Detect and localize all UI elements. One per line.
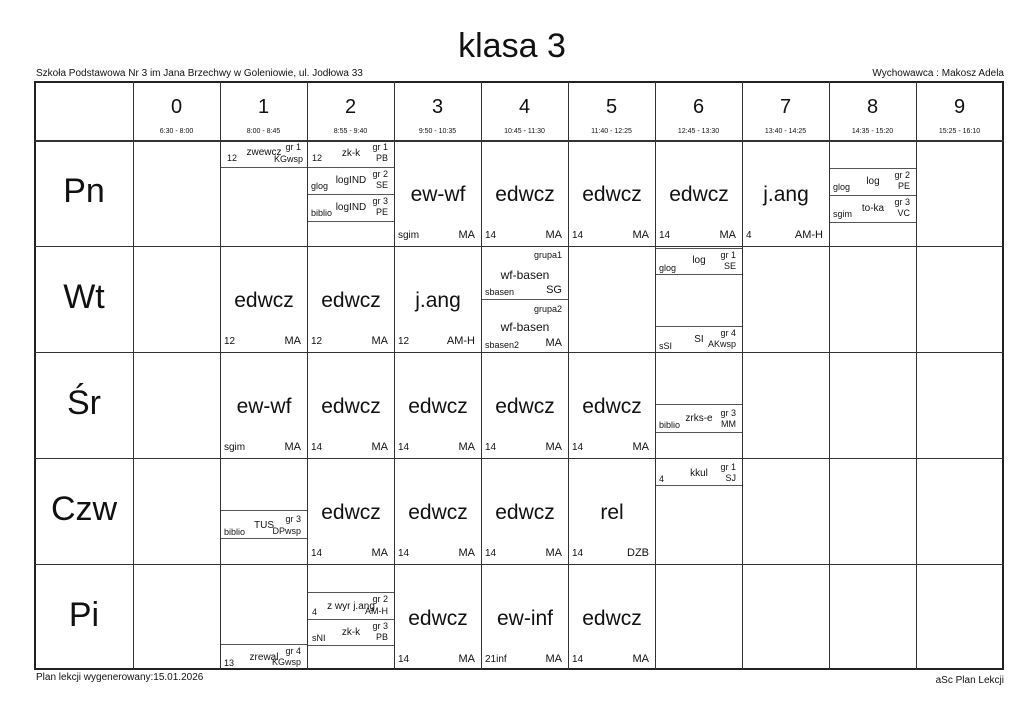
lesson-room: 14	[311, 548, 323, 559]
day-label-czw: Czw	[50, 490, 118, 528]
lesson-cell[interactable]	[569, 141, 655, 246]
lesson-cell[interactable]	[830, 196, 916, 222]
lesson-cell[interactable]	[221, 247, 307, 352]
period-number: 0	[170, 96, 183, 118]
lesson-teacher: DPwsp	[272, 526, 301, 536]
day-label-pn: Pn	[63, 172, 105, 210]
lesson-cell[interactable]	[569, 565, 655, 670]
lesson-teacher: KGwsp	[273, 154, 303, 164]
lesson-subject: edwcz	[495, 183, 555, 206]
cell-divider	[656, 274, 742, 275]
lesson-cell[interactable]	[308, 141, 394, 167]
lesson-cell[interactable]	[395, 459, 481, 564]
lesson-teacher: MA	[371, 547, 388, 559]
lesson-cell[interactable]	[656, 141, 742, 246]
lesson-room: 14	[485, 548, 497, 559]
lesson-cell[interactable]	[308, 620, 394, 645]
lesson-teacher: PE	[375, 207, 388, 217]
period-time: 15:25 - 16:10	[938, 128, 981, 135]
lesson-subject: edwcz	[582, 607, 642, 630]
cell-divider	[221, 538, 307, 539]
lesson-subject: zwewcz	[246, 147, 282, 158]
lesson-teacher: MA	[632, 229, 649, 241]
lesson-room: 4	[659, 474, 665, 484]
lesson-teacher: AKwsp	[707, 339, 736, 349]
lesson-room: 14	[659, 230, 671, 241]
lesson-subject: wf-basen	[500, 268, 550, 282]
lesson-subject: edwcz	[408, 501, 468, 524]
lesson-cell[interactable]	[308, 459, 394, 564]
lesson-group: gr 4	[720, 328, 736, 338]
lesson-cell[interactable]	[308, 353, 394, 458]
lesson-subject: edwcz	[321, 395, 381, 418]
lesson-teacher: MA	[371, 441, 388, 453]
lesson-subject: j.ang	[763, 183, 809, 206]
lesson-subject: zk-k	[341, 627, 361, 638]
period-number: 6	[692, 96, 705, 118]
period-time: 12:45 - 13:30	[677, 128, 720, 135]
lesson-room: 14	[485, 442, 497, 453]
lesson-room: 14	[572, 442, 584, 453]
lesson-cell[interactable]	[482, 247, 568, 299]
lesson-group: gr 3	[285, 514, 301, 524]
lesson-cell[interactable]	[308, 195, 394, 221]
lesson-room: biblio	[224, 527, 246, 537]
lesson-teacher: AM-H	[365, 606, 388, 616]
lesson-subject: edwcz	[582, 183, 642, 206]
cell-divider	[656, 432, 742, 433]
lesson-teacher: MA	[545, 653, 562, 665]
cell-divider	[830, 222, 916, 223]
day-label-pi: Pi	[68, 596, 100, 634]
lesson-cell[interactable]	[482, 459, 568, 564]
lesson-room: sgim	[833, 209, 853, 219]
page-title: klasa 3	[458, 27, 566, 65]
lesson-group: gr 1	[285, 142, 301, 152]
lesson-subject: log	[866, 176, 880, 187]
lesson-subject: edwcz	[669, 183, 729, 206]
lesson-subject: edwcz	[321, 289, 381, 312]
lesson-teacher: MA	[545, 337, 562, 349]
lesson-subject: j.ang	[415, 289, 461, 312]
lesson-group: grupa2	[533, 304, 562, 314]
lesson-subject: zrewal	[249, 652, 279, 663]
lesson-subject: kkul	[690, 468, 708, 479]
lesson-cell[interactable]	[395, 247, 481, 352]
lesson-room: 14	[572, 230, 584, 241]
lesson-teacher: MA	[458, 229, 475, 241]
lesson-room: 14	[311, 442, 323, 453]
lesson-teacher: MA	[545, 229, 562, 241]
lesson-cell[interactable]	[395, 353, 481, 458]
lesson-subject: zrks-e	[685, 413, 713, 424]
lesson-cell[interactable]	[395, 141, 481, 246]
lesson-group: gr 2	[372, 169, 388, 179]
lesson-room: 14	[398, 548, 410, 559]
lesson-teacher: AM-H	[794, 229, 823, 241]
cell-divider	[308, 221, 394, 222]
lesson-subject: to-ka	[861, 203, 885, 214]
lesson-cell[interactable]	[743, 141, 829, 246]
lesson-cell[interactable]	[221, 141, 307, 167]
lesson-group: gr 1	[720, 462, 736, 472]
lesson-room: 13	[224, 658, 235, 668]
period-number: 4	[518, 96, 531, 118]
lesson-room: sbasen2	[485, 340, 520, 350]
period-time: 8:55 - 9:40	[333, 128, 368, 135]
lesson-room: sNI	[312, 633, 326, 643]
lesson-cell[interactable]	[656, 327, 742, 352]
lesson-room: glog	[659, 263, 677, 273]
period-number: 2	[344, 96, 357, 118]
lesson-room: 4	[746, 230, 752, 241]
lesson-room: biblio	[659, 420, 681, 430]
lesson-subject: logIND	[335, 175, 367, 186]
lesson-cell[interactable]	[482, 141, 568, 246]
lesson-cell[interactable]	[308, 247, 394, 352]
lesson-subject: SI	[694, 334, 704, 345]
lesson-teacher: MA	[371, 335, 388, 347]
lesson-subject: log	[692, 255, 706, 266]
lesson-teacher: MA	[284, 335, 301, 347]
period-time: 13:40 - 14:25	[764, 128, 807, 135]
software-brand: aSc Plan Lekcji	[935, 675, 1004, 686]
lesson-teacher: SG	[546, 284, 562, 296]
period-time: 6:30 - 8:00	[159, 128, 194, 135]
period-time: 14:35 - 15:20	[851, 128, 894, 135]
lesson-teacher: MA	[458, 441, 475, 453]
lesson-group: gr 2	[372, 594, 388, 604]
lesson-cell[interactable]	[656, 405, 742, 432]
generated-date: Plan lekcji wygenerowany:15.01.2026	[36, 672, 204, 683]
lesson-cell[interactable]	[221, 645, 307, 669]
lesson-teacher: MA	[719, 229, 736, 241]
lesson-cell[interactable]	[656, 459, 742, 485]
lesson-group: gr 1	[372, 142, 388, 152]
lesson-teacher: AM-H	[446, 335, 475, 347]
period-number: 8	[866, 96, 879, 118]
period-time: 8:00 - 8:45	[246, 128, 281, 135]
lesson-room: 14	[398, 442, 410, 453]
period-number: 5	[605, 96, 618, 118]
lesson-teacher: KGwsp	[271, 657, 301, 667]
lesson-room: sbasen	[485, 287, 515, 297]
lesson-group: gr 2	[894, 170, 910, 180]
lesson-teacher: MA	[545, 441, 562, 453]
lesson-group: gr 4	[285, 646, 301, 656]
period-time: 9:50 - 10:35	[418, 128, 457, 135]
lesson-subject: ew-inf	[496, 607, 554, 630]
lesson-subject: ew-wf	[236, 395, 292, 418]
lesson-cell[interactable]	[221, 511, 307, 538]
lesson-cell[interactable]	[569, 353, 655, 458]
lesson-room: 12	[224, 336, 236, 347]
lesson-cell[interactable]	[395, 565, 481, 670]
lesson-subject: logIND	[335, 202, 367, 213]
lesson-room: glog	[311, 181, 329, 191]
lesson-group: gr 3	[372, 621, 388, 631]
lesson-group: grupa1	[533, 250, 562, 260]
period-number: 1	[257, 96, 270, 118]
lesson-subject: z wyr j.ang	[327, 601, 375, 612]
lesson-teacher: SE	[723, 261, 736, 271]
lesson-teacher: MA	[545, 547, 562, 559]
lesson-cell[interactable]	[482, 565, 568, 670]
period-number: 7	[779, 96, 792, 118]
lesson-room: sgim	[224, 442, 246, 453]
period-number: 3	[431, 96, 444, 118]
lesson-teacher: PB	[375, 153, 388, 163]
lesson-teacher: DZB	[627, 547, 649, 559]
lesson-teacher: MA	[284, 441, 301, 453]
lesson-room: 4	[312, 607, 318, 617]
lesson-cell[interactable]	[221, 353, 307, 458]
lesson-subject: edwcz	[495, 395, 555, 418]
lesson-cell[interactable]	[308, 168, 394, 194]
period-time: 10:45 - 11:30	[504, 128, 545, 135]
lesson-cell[interactable]	[569, 459, 655, 564]
lesson-teacher: MA	[458, 653, 475, 665]
lesson-room: sSI	[659, 341, 673, 351]
lesson-teacher: MM	[721, 419, 736, 429]
lesson-group: gr 3	[720, 408, 736, 418]
lesson-subject: zk-k	[341, 148, 361, 159]
day-label-wt: Wt	[63, 278, 105, 316]
lesson-cell[interactable]	[830, 169, 916, 195]
lesson-teacher: SE	[375, 180, 388, 190]
lesson-subject: ew-wf	[410, 183, 466, 206]
day-label-sr: Śr	[67, 384, 101, 422]
lesson-subject: edwcz	[495, 501, 555, 524]
lesson-room: 12	[227, 153, 238, 163]
lesson-room: biblio	[311, 208, 333, 218]
grid-line	[916, 81, 917, 670]
lesson-teacher: VC	[897, 208, 910, 218]
lesson-cell[interactable]	[308, 593, 394, 619]
lesson-room: 12	[398, 336, 410, 347]
lesson-room: 14	[398, 654, 410, 665]
lesson-group: gr 1	[720, 250, 736, 260]
lesson-subject: TUS	[254, 520, 274, 531]
lesson-cell[interactable]	[656, 248, 742, 274]
lesson-teacher: PE	[897, 181, 910, 191]
lesson-teacher: SJ	[725, 473, 736, 483]
lesson-room: 12	[311, 336, 323, 347]
lesson-subject: wf-basen	[500, 320, 550, 334]
lesson-subject: rel	[600, 501, 624, 524]
lesson-teacher: MA	[632, 653, 649, 665]
lesson-subject: edwcz	[408, 607, 468, 630]
lesson-teacher: MA	[458, 547, 475, 559]
lesson-room: 21inf	[485, 654, 507, 665]
lesson-subject: edwcz	[321, 501, 381, 524]
grid-line	[133, 81, 134, 670]
cell-divider	[308, 645, 394, 646]
lesson-group: gr 3	[372, 196, 388, 206]
lesson-subject: edwcz	[234, 289, 294, 312]
lesson-room: glog	[833, 182, 851, 192]
lesson-cell[interactable]	[482, 300, 568, 352]
cell-divider	[221, 167, 307, 168]
class-teacher: Wychowawca : Makosz Adela	[872, 68, 1004, 79]
lesson-room: sgim	[398, 230, 420, 241]
cell-divider	[656, 485, 742, 486]
lesson-room: 12	[312, 153, 323, 163]
lesson-subject: edwcz	[582, 395, 642, 418]
lesson-room: 14	[572, 654, 584, 665]
period-number: 9	[953, 96, 966, 118]
lesson-room: 14	[485, 230, 497, 241]
school-name: Szkoła Podstawowa Nr 3 im Jana Brzechwy w Goleniowie, ul. Jodłowa 33	[36, 68, 363, 79]
lesson-cell[interactable]	[482, 353, 568, 458]
lesson-teacher: MA	[632, 441, 649, 453]
lesson-teacher: PB	[375, 632, 388, 642]
lesson-group: gr 3	[894, 197, 910, 207]
lesson-subject: edwcz	[408, 395, 468, 418]
period-time: 11:40 - 12:25	[591, 128, 632, 135]
lesson-room: 14	[572, 548, 584, 559]
